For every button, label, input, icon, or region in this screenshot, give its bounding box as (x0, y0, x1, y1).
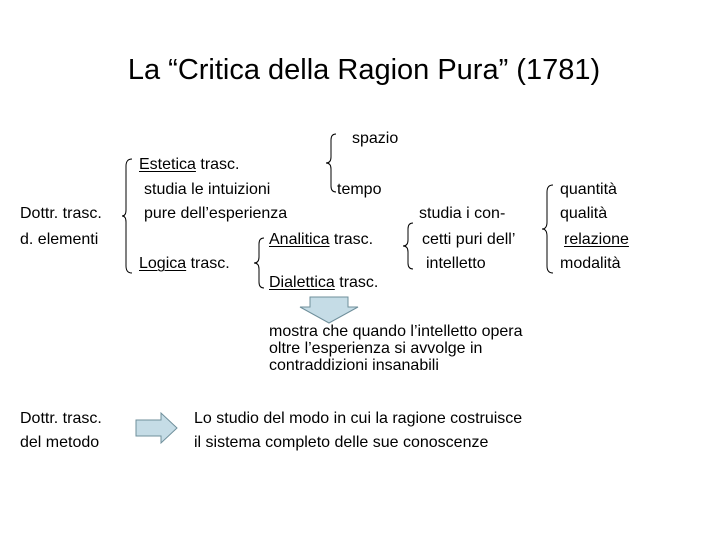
logica-name: Logica (139, 255, 187, 272)
estetica-heading (139, 156, 239, 173)
slide-title: La “Critica della Ragion Pura” (1781) (127, 54, 601, 86)
logica-heading (139, 255, 230, 272)
analitica-desc-line2: cetti puri dell’ (422, 231, 516, 248)
estetica-name: Estetica (139, 156, 196, 173)
brace-categorie (541, 184, 557, 274)
estetica-desc-line1: studia le intuizioni (144, 181, 271, 198)
categoria-modalita: modalità (560, 255, 621, 272)
categoria-qualita: qualità (560, 205, 608, 222)
logica-suffix: trasc. (186, 255, 230, 272)
dialettica-conclusion-line1: mostra che quando l’intelletto opera (269, 323, 523, 340)
down-arrow-icon (298, 296, 360, 324)
analitica-desc-line1: studia i con- (419, 205, 506, 222)
dialettica-conclusion-line2: oltre l’esperienza si avvolge in (269, 340, 483, 357)
dottrina-metodo-line1: Dottr. trasc. (20, 410, 102, 427)
analitica-desc-line3: intelletto (426, 255, 486, 272)
dialettica-conclusion-line3: contraddizioni insanabili (269, 357, 439, 374)
estetica-suffix: trasc. (195, 156, 240, 173)
brace-elementi (121, 158, 135, 274)
categoria-quantita: quantità (560, 181, 617, 198)
estetica-desc-line2: pure dell’esperienza (144, 205, 288, 222)
dottrina-metodo-line2: del metodo (20, 434, 100, 451)
categoria-relazione: relazione (564, 231, 629, 248)
dialettica-name: Dialettica (269, 274, 335, 291)
dialettica-heading (269, 274, 378, 291)
brace-logica (253, 237, 267, 289)
dialettica-suffix: trasc. (334, 274, 379, 291)
brace-analitica (402, 222, 416, 270)
dottrina-elementi-line2: d. elementi (20, 231, 99, 248)
metodo-desc-line2: il sistema completo delle sue conoscenze (194, 434, 489, 451)
forma-spazio: spazio (352, 130, 399, 147)
metodo-desc-line1: Lo studio del modo in cui la ragione costruisce (194, 410, 523, 427)
forma-tempo: tempo (337, 181, 382, 198)
analitica-heading (269, 231, 373, 248)
analitica-suffix: trasc. (329, 231, 374, 248)
dottrina-elementi-line1: Dottr. trasc. (20, 205, 102, 222)
right-arrow-icon (135, 412, 179, 444)
analitica-name: Analitica (269, 231, 330, 248)
